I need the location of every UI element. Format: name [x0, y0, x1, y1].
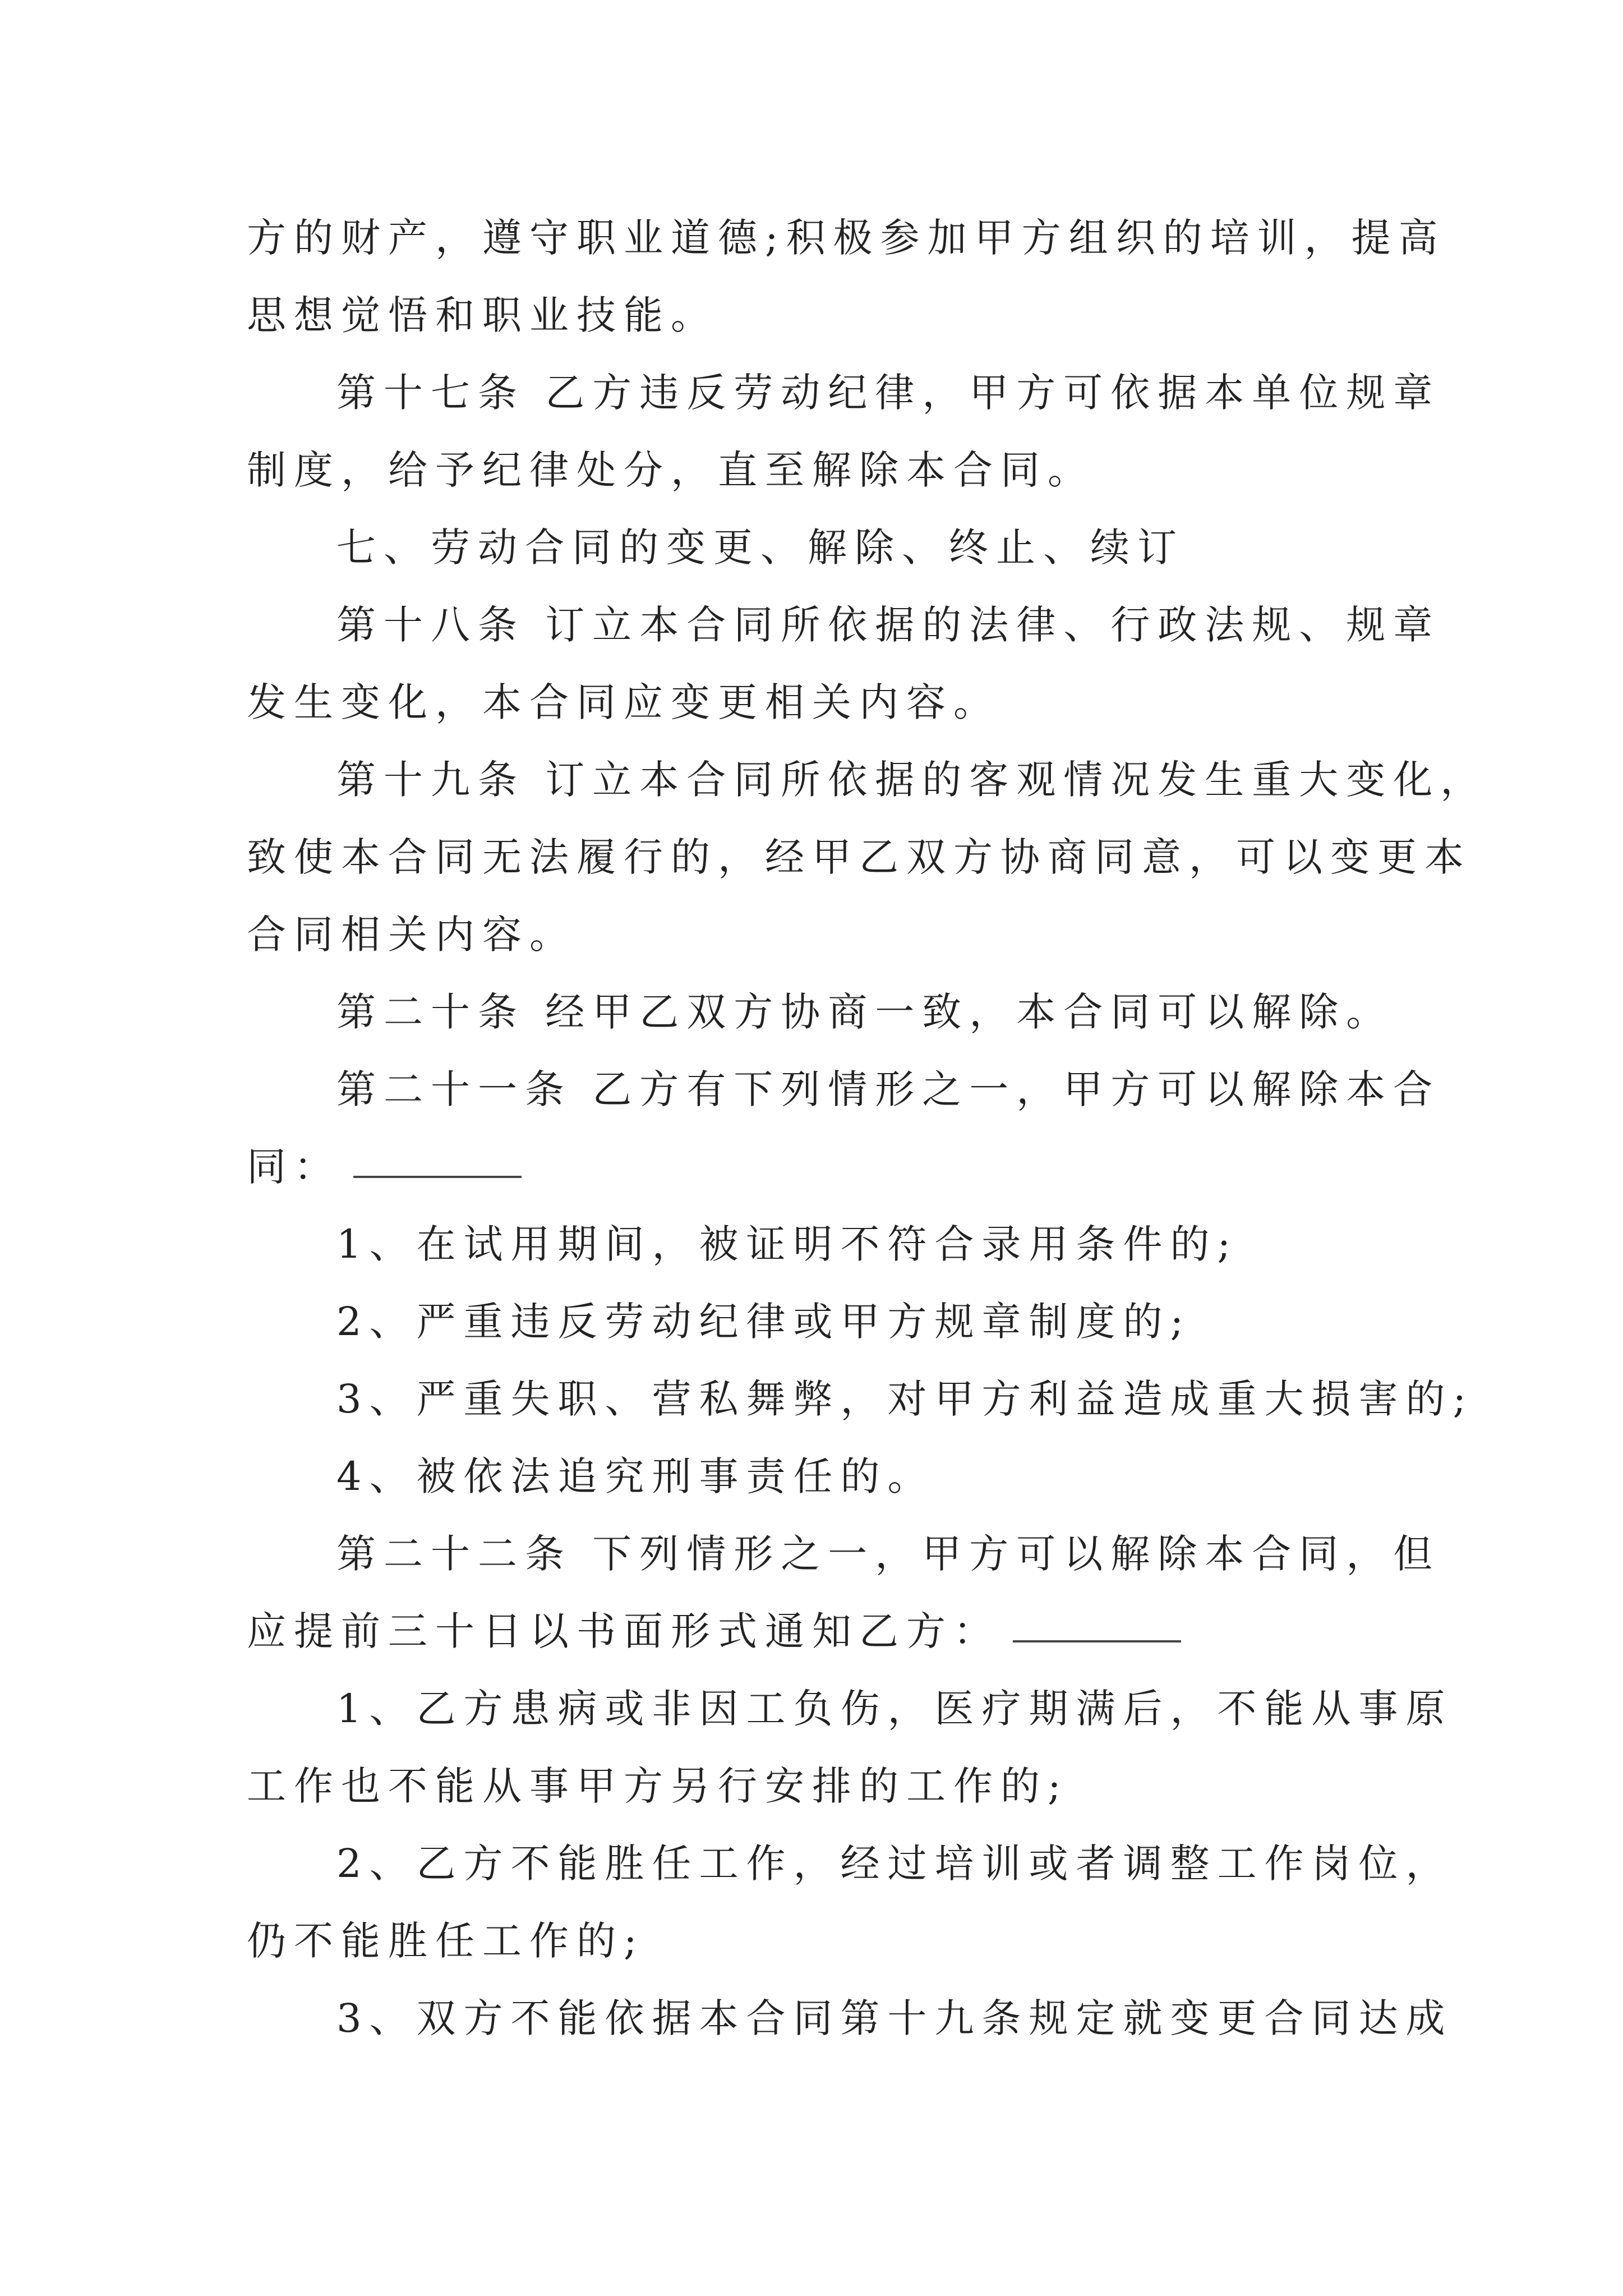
paragraph-line: 方的财产，遵守职业道德;积极参加甲方组织的培训，提高: [247, 215, 1446, 261]
paragraph-line: 发生变化，本合同应变更相关内容。: [247, 679, 1000, 725]
article-19-line: 第十九条 订立本合同所依据的客观情况发生重大变化，: [336, 757, 1488, 803]
paragraph-line: 应提前三十日以书面形式通知乙方：: [247, 1593, 1391, 1670]
paragraph-line: 同：: [247, 1128, 1391, 1205]
section-heading: 七、劳动合同的变更、解除、终止、续订: [336, 524, 1184, 570]
contract-text-body: [247, 199, 1488, 2057]
article-18-line: 第十八条 订立本合同所依据的法律、行政法规、规章: [336, 602, 1441, 648]
article-21-line: 第二十一条 乙方有下列情形之一，甲方可以解除本合: [336, 1066, 1441, 1112]
list-item: 1、乙方患病或非因工负伤，医疗期满后，不能从事原: [336, 1686, 1453, 1732]
fill-in-blank: [353, 1176, 522, 1178]
paragraph-line: 思想觉悟和职业技能。: [247, 292, 718, 338]
paragraph-line: 致使本合同无法履行的，经甲乙双方协商同意，可以变更本: [247, 834, 1472, 880]
list-item: 1、在试用期间，被证明不符合录用条件的;: [336, 1221, 1239, 1267]
list-item: 2、乙方不能胜任工作，经过培训或者调整工作岗位，: [336, 1841, 1453, 1887]
list-item: 4、被依法追究刑事责任的。: [336, 1453, 935, 1499]
paragraph-line: 合同相关内容。: [247, 912, 577, 958]
article-22-line: 第二十二条 下列情形之一，甲方可以解除本合同，但: [336, 1531, 1441, 1577]
article-20-line: 第二十条 经甲乙双方协商一致，本合同可以解除。: [336, 989, 1394, 1035]
paragraph-line: 工作也不能从事甲方另行安排的工作的;: [247, 1763, 1069, 1809]
list-item: 3、双方不能依据本合同第十九条规定就变更合同达成: [336, 1995, 1453, 2041]
list-item: 2、严重违反劳动纪律或甲方规章制度的;: [336, 1299, 1192, 1345]
article-17-line: 第十七条 乙方违反劳动纪律，甲方可依据本单位规章: [336, 370, 1441, 416]
fill-in-blank: [1013, 1640, 1181, 1642]
paragraph-line: 制度，给予纪律处分，直至解除本合同。: [247, 447, 1095, 493]
paragraph-line: 仍不能胜任工作的;: [247, 1918, 645, 1964]
list-item: 3、严重失职、营私舞弊，对甲方利益造成重大损害的;: [336, 1376, 1474, 1422]
